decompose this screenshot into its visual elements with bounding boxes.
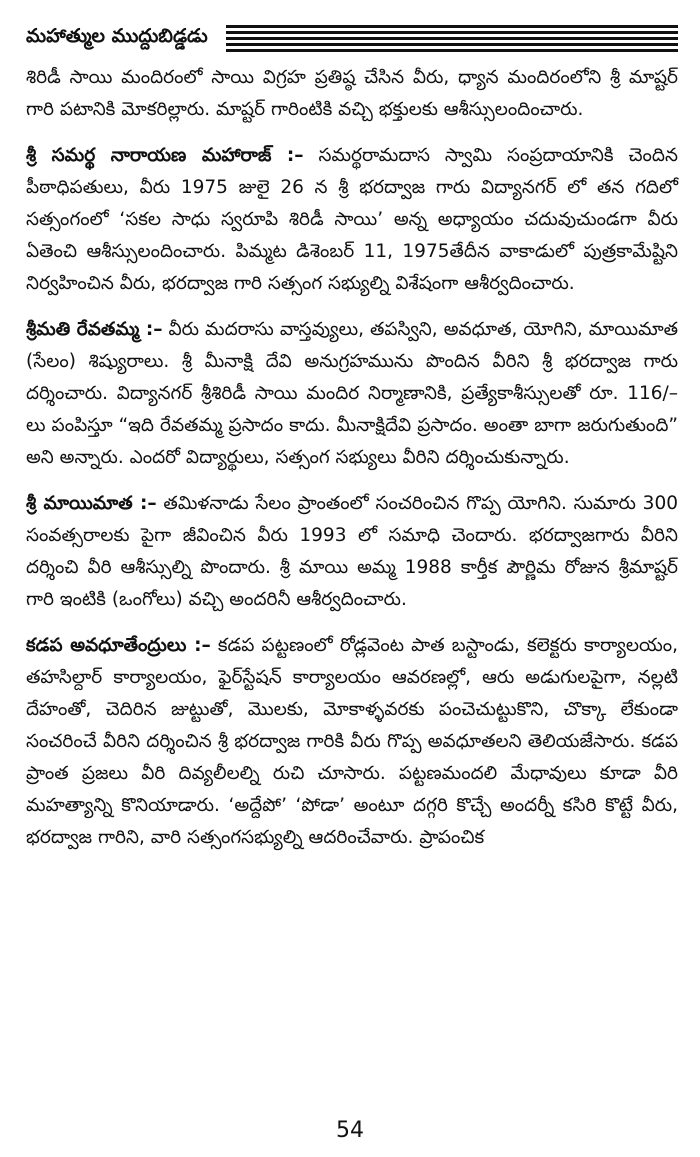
paragraph-lead: శ్రీమతి రేవతమ్మ :– (26, 319, 163, 340)
paragraph-mayimata (26, 488, 678, 616)
page-body (26, 62, 678, 868)
paragraph-lead: శ్రీ మాయిమాత :– (26, 493, 157, 514)
header-rule (226, 49, 678, 52)
header-rule (226, 37, 678, 40)
paragraph-text: శిరిడీ సాయి మందిరంలో సాయి విగ్రహ ప్రతిష్ఠ చేసిన వీరు, ధ్యాన మందిరంలోని శ్రీ మాష్టర్ గారి పటానికి మోకరిల్లారు. మాష్టర్ గారింటికి వచ్చి భక్తులకు ఆశీస్సులందించారు. (26, 67, 678, 120)
paragraph-continuation (26, 62, 678, 126)
page-number: 54 (336, 1118, 364, 1143)
paragraph-samartha-narayana-maharaj (26, 140, 678, 300)
paragraph-text: సమర్థరామదాస స్వామి సంప్రదాయానికి చెందిన పీఠాధిపతులు, వీరు 1975 జులై 26 న శ్రీ భరద్వాజ గారు విద్యానగర్ లో తన గదిలో సత్సంగంలో ‘సకల సాధు స్వరూపి శిరిడీ సాయి’ అన్న అధ్యాయం చదువుచుండగా వీరు ఏతెంచి ఆశీస్సులందించారు. పిమ్మట డిశెంబర్ 11, 1975తేదీన వాకాడులో పుత్రకామేష్టిని నిర్వహించిన వీరు, భరద్వాజ గారి సత్సంగ సభ్యుల్ని విశేషంగా ఆశీర్వదించారు. (26, 145, 678, 294)
paragraph-lead: శ్రీ సమర్థ నారాయణ మహారాజ్ :– (26, 145, 304, 166)
running-header (26, 14, 678, 58)
paragraph-text: వీరు మదరాసు వాస్తవ్యులు, తపస్విని, అవధూత, యోగిని, మాయిమాత (సేలం) శిష్యురాలు. శ్రీ మీనాక్షి దేవి అనుగ్రహమును పొందిన వీరిని శ్రీ భరద్వాజ గారు దర్శించారు. విద్యానగర్ శ్రీశిరిడీ సాయి మందిర నిర్మాణానికి, ప్రత్యేకాశీస్సులతో రూ. 116/– లు పంపిస్తూ “ఇది రేవతమ్మ ప్రసాదం కాదు. మీనాక్షిదేవి ప్రసాదం. అంతా బాగా జరుగుతుంది” అని అన్నారు. ఎందరో విద్యార్థులు, సత్సంగ సభ్యులు వీరిని దర్శించుకున్నారు. (26, 319, 678, 468)
header-rule (226, 31, 678, 34)
paragraph-lead: కడప అవధూతేంద్రులు :– (26, 635, 211, 656)
header-rule (226, 25, 678, 28)
header-rules-decoration (226, 25, 678, 53)
paragraph-kadapa-avadhoota (26, 630, 678, 854)
header-rule (226, 43, 678, 46)
paragraph-revathamma (26, 314, 678, 474)
paragraph-text: తమిళనాడు సేలం ప్రాంతంలో సంచరించిన గొప్ప యోగిని. సుమారు 300 సంవత్సరాలకు పైగా జీవించిన వీరు 1993 లో సమాధి చెందారు. భరద్వాజగారు వీరిని దర్శించి వీరి ఆశీస్సుల్ని పొందారు. శ్రీ మాయి అమ్మ 1988 కార్తీక పౌర్ణిమ రోజున శ్రీమాష్టర్ గారి ఇంటికి (ఒంగోలు) వచ్చి అందరినీ ఆశీర్వదించారు. (26, 493, 678, 610)
paragraph-text: కడప పట్టణంలో రోడ్లవెంట పాత బస్టాండు, కలెక్టరు కార్యాలయం, తహసిల్దార్ కార్యాలయం, ఫైర్‌స్టేషన్ కార్యాలయం ఆవరణల్లో, ఆరు అడుగులపైగా, నల్లటి దేహంతో, చెదిరిన జుట్టుతో, మొలకు, మోకాళ్ళవరకు పంచెచుట్టుకొని, చొక్కా లేకుండా సంచరించే వీరిని దర్శించిన శ్రీ భరద్వాజ గారికి వీరు గొప్ప అవధూతలని తెలియజేసారు. కడప ప్రాంత ప్రజలు వీరి దివ్యలీలల్ని రుచి చూసారు. పట్టణమందలి మేధావులు కూడా వీరి మహత్యాన్ని కొనియాడారు. ‘అద్దేపో’ ‘పోడా’ అంటూ దగ్గరి కొచ్చే అందర్నీ కసిరి కొట్టే వీరు, భరద్వాజ గారిని, వారి సత్సంగసభ్యుల్ని ఆదరించేవారు. ప్రాపంచిక (26, 635, 678, 848)
book-title: మహాత్ముల ముద్దుబిడ్డడు (26, 25, 208, 47)
